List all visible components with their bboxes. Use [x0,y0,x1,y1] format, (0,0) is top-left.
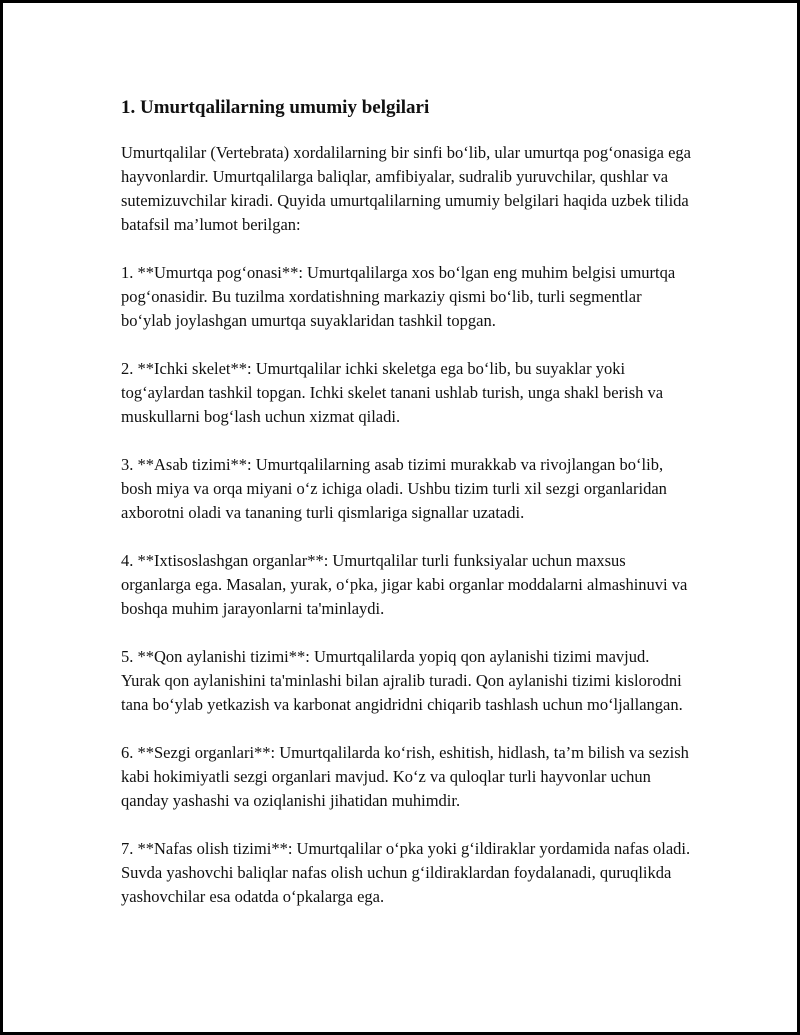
document-content [121,95,691,933]
list-item-circulatory-system: 5. **Qon aylanishi tizimi**: Umurtqalilarda yopiq qon aylanishi tizimi mavjud. Yurak qon aylanishini ta'minlashi bilan ajralib turadi. Qon aylanishi tizimi kislorodni tana bo‘ylab yetkazish va karbonat angidridni chiqarib tashlash uchun mo‘ljallangan. [121,647,683,714]
list-item-spine: 1. **Umurtqa pog‘onasi**: Umurtqalilarga xos bo‘lgan eng muhim belgisi umurtqa pog‘onasidir. Bu tuzilma xordatishning markaziy qismi bo‘lib, turli segmentlar bo‘ylab joylashgan umurtqa suyaklaridan tashkil topgan. [121,263,676,330]
list-item-nervous-system: 3. **Asab tizimi**: Umurtqalilarning asab tizimi murakkab va rivojlangan bo‘lib, bosh miya va orqa miyani o‘z ichiga oladi. Ushbu tizim turli xil sezgi organlaridan axborotni oladi va tananing turli qismlariga signallar uzatadi. [121,455,667,522]
intro-paragraph: Umurtqalilar (Vertebrata) xordalilarning bir sinfi bo‘lib, ular umurtqa pog‘onasiga ega hayvonlardir. Umurtqalilarga baliqlar, amfibiyalar, sudralib yuruvchilar, qushlar va sutemizuvchilar kiradi. Quyida umurtqalilarning umumiy belgilari haqida uzbek tilida batafsil ma’lumot berilgan: [121,143,691,234]
list-item-sense-organs: 6. **Sezgi organlari**: Umurtqalilarda ko‘rish, eshitish, hidlash, ta’m bilish va sezish kabi hokimiyatli sezgi organlari mavjud. Ko‘z va quloqlar turli hayvonlar uchun qanday yashashi va oziqlanishi jihatidan muhimdir. [121,743,689,810]
list-item-respiratory-system: 7. **Nafas olish tizimi**: Umurtqalilar o‘pka yoki g‘ildiraklar yordamida nafas oladi. Suvda yashovchi baliqlar nafas olish uchun g‘ildiraklardan foydalanadi, quruqlikda yashovchilar esa odatda o‘pkalarga ega. [121,839,691,906]
document-title: 1. Umurtqalilarning umumiy belgilari [121,97,430,118]
list-item-specialized-organs: 4. **Ixtisoslashgan organlar**: Umurtqalilar turli funksiyalar uchun maxsus organlarga ega. Masalan, yurak, o‘pka, jigar kabi organlar moddalarni almashinuvi va boshqa muhim jarayonlarni ta'minlaydi. [121,551,688,618]
list-item-internal-skeleton: 2. **Ichki skelet**: Umurtqalilar ichki skeletga ega bo‘lib, bu suyaklar yoki tog‘aylardan tashkil topgan. Ichki skelet tanani ushlab turish, unga shakl berish va muskullarni bog‘lash uchun xizmat qiladi. [121,359,664,426]
